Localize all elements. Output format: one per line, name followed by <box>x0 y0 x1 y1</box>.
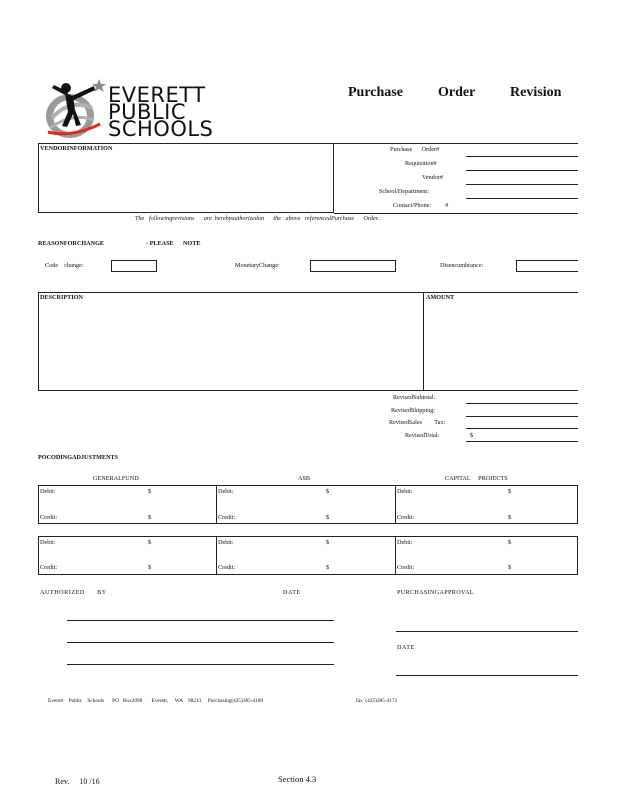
disencumbrance-field-top[interactable] <box>516 260 578 261</box>
disencumbrance-field-left <box>516 260 517 272</box>
currency-symbol: $ <box>326 488 330 495</box>
credit-label: Credit: <box>397 514 415 521</box>
debit-label: Debit: <box>397 488 413 495</box>
revised-shipping-label: RevisedShipping: <box>391 407 436 414</box>
credit-label: Credit: <box>40 514 58 521</box>
capital-projects-heading: CAPITAL PROJECTS <box>445 475 508 482</box>
po-number-label: Purchase Order# <box>390 146 440 153</box>
logo-line3: SCHOOLS <box>108 117 214 141</box>
asb-heading: ASB <box>298 475 311 482</box>
monetary-change-field[interactable] <box>310 260 396 272</box>
credit-label: Credit: <box>40 564 58 571</box>
credit-label: Credit: <box>218 564 236 571</box>
amount-bottom-rule <box>424 390 578 391</box>
authorized-signature-line-1[interactable] <box>67 620 334 621</box>
currency-symbol: $ <box>326 564 330 571</box>
revised-sales-tax-label: RevisedSales Tax: <box>389 419 446 426</box>
po-coding-label: POCODINGADJUSTMENTS <box>38 454 119 461</box>
coding-table-1-divider-1 <box>216 485 217 524</box>
debit-label: Debit: <box>218 488 234 495</box>
monetary-change-label: MonetaryChange: <box>235 262 280 269</box>
currency-symbol: $ <box>148 539 152 546</box>
requisition-field[interactable] <box>466 170 578 171</box>
authorized-signature-line-3[interactable] <box>67 664 334 665</box>
section-number: Section 4.3 <box>278 774 317 784</box>
revised-shipping-field[interactable] <box>466 416 578 417</box>
revision-number: Rev. 10 /16 <box>55 777 100 786</box>
logo-line2: PUBLIC <box>108 100 186 124</box>
currency-symbol: $ <box>148 488 152 495</box>
school-dept-field[interactable] <box>466 198 578 199</box>
revised-subtotal-label: RevisedSubtotal: <box>393 394 436 401</box>
school-dept-label: School/Department: <box>379 188 429 195</box>
contact-phone-label: Contact/Phone: # <box>393 202 449 209</box>
purchasing-approval-label: PURCHASINGAPPROVAL <box>397 589 474 596</box>
currency-symbol: $ <box>508 514 512 521</box>
authorized-date-label: DATE <box>283 589 301 596</box>
currency-symbol: $ <box>508 488 512 495</box>
revisions-note: The followingrevisions are herebyauthorizedon the above referencedPurchase Order. <box>135 215 380 222</box>
footer-address: Everett Public Schools PO Box2098 Everett, WA 98213 Purchasing(425)385-4180 <box>48 698 264 704</box>
approval-date-line[interactable] <box>396 675 578 676</box>
vendor-info-box <box>38 143 334 213</box>
description-box[interactable] <box>38 292 424 391</box>
code-change-label: Code change: <box>45 262 84 269</box>
code-change-field[interactable] <box>111 260 157 272</box>
revised-total-symbol: $ <box>470 432 474 439</box>
requisition-label: Requisition# <box>405 160 437 167</box>
currency-symbol: $ <box>508 564 512 571</box>
vendor-bottom-rule <box>334 213 578 214</box>
reason-for-change-label: REASONFORCHANGE <box>38 240 105 247</box>
revised-subtotal-field[interactable] <box>466 403 578 404</box>
currency-symbol: $ <box>508 539 512 546</box>
currency-symbol: $ <box>326 514 330 521</box>
authorized-signature-line-2[interactable] <box>67 642 334 643</box>
credit-label: Credit: <box>218 514 236 521</box>
authorized-by-label: AUTHORIZED BY <box>40 589 107 596</box>
vendor-number-label: Vendor# <box>422 174 443 181</box>
debit-label: Debit: <box>218 539 234 546</box>
po-number-field[interactable] <box>466 156 578 157</box>
amount-label: AMOUNT <box>426 294 455 301</box>
vendor-number-field[interactable] <box>466 184 578 185</box>
vendor-top-rule <box>334 143 578 144</box>
reason-note: - PLEASE NOTE <box>146 240 201 247</box>
general-fund-heading: GENERALFUND <box>93 475 139 482</box>
footer-fax: fax (425)385-4172 <box>356 698 398 704</box>
disencumbrance-label: Disencumbrance: <box>440 262 484 269</box>
coding-table-2-divider-1 <box>216 536 217 575</box>
coding-table-1-divider-2 <box>395 485 396 524</box>
revised-total-field[interactable] <box>466 441 578 442</box>
page-title: Purchase Order Revision <box>348 85 562 100</box>
logo-emblem-icon <box>42 78 112 142</box>
disencumbrance-field-bottom <box>516 271 578 272</box>
vendor-info-label: VENDORINFORMATION <box>40 145 113 152</box>
currency-symbol: $ <box>148 514 152 521</box>
debit-label: Debit: <box>397 539 413 546</box>
coding-table-1 <box>38 485 578 524</box>
credit-label: Credit: <box>397 564 415 571</box>
revised-sales-tax-field[interactable] <box>466 428 578 429</box>
approval-date-label: DATE <box>397 644 415 651</box>
currency-symbol: $ <box>326 539 330 546</box>
coding-table-2-divider-2 <box>395 536 396 575</box>
amount-top-rule <box>424 292 578 293</box>
debit-label: Debit: <box>40 488 56 495</box>
coding-table-2 <box>38 536 578 575</box>
currency-symbol: $ <box>148 564 152 571</box>
logo-line1: EVERETT <box>108 83 206 107</box>
debit-label: Debit: <box>40 539 56 546</box>
revised-total-label: RevisedTotal: <box>405 432 440 439</box>
description-label: DESCRIPTION <box>40 294 83 301</box>
logo <box>42 78 214 141</box>
purchasing-approval-line[interactable] <box>396 631 578 632</box>
